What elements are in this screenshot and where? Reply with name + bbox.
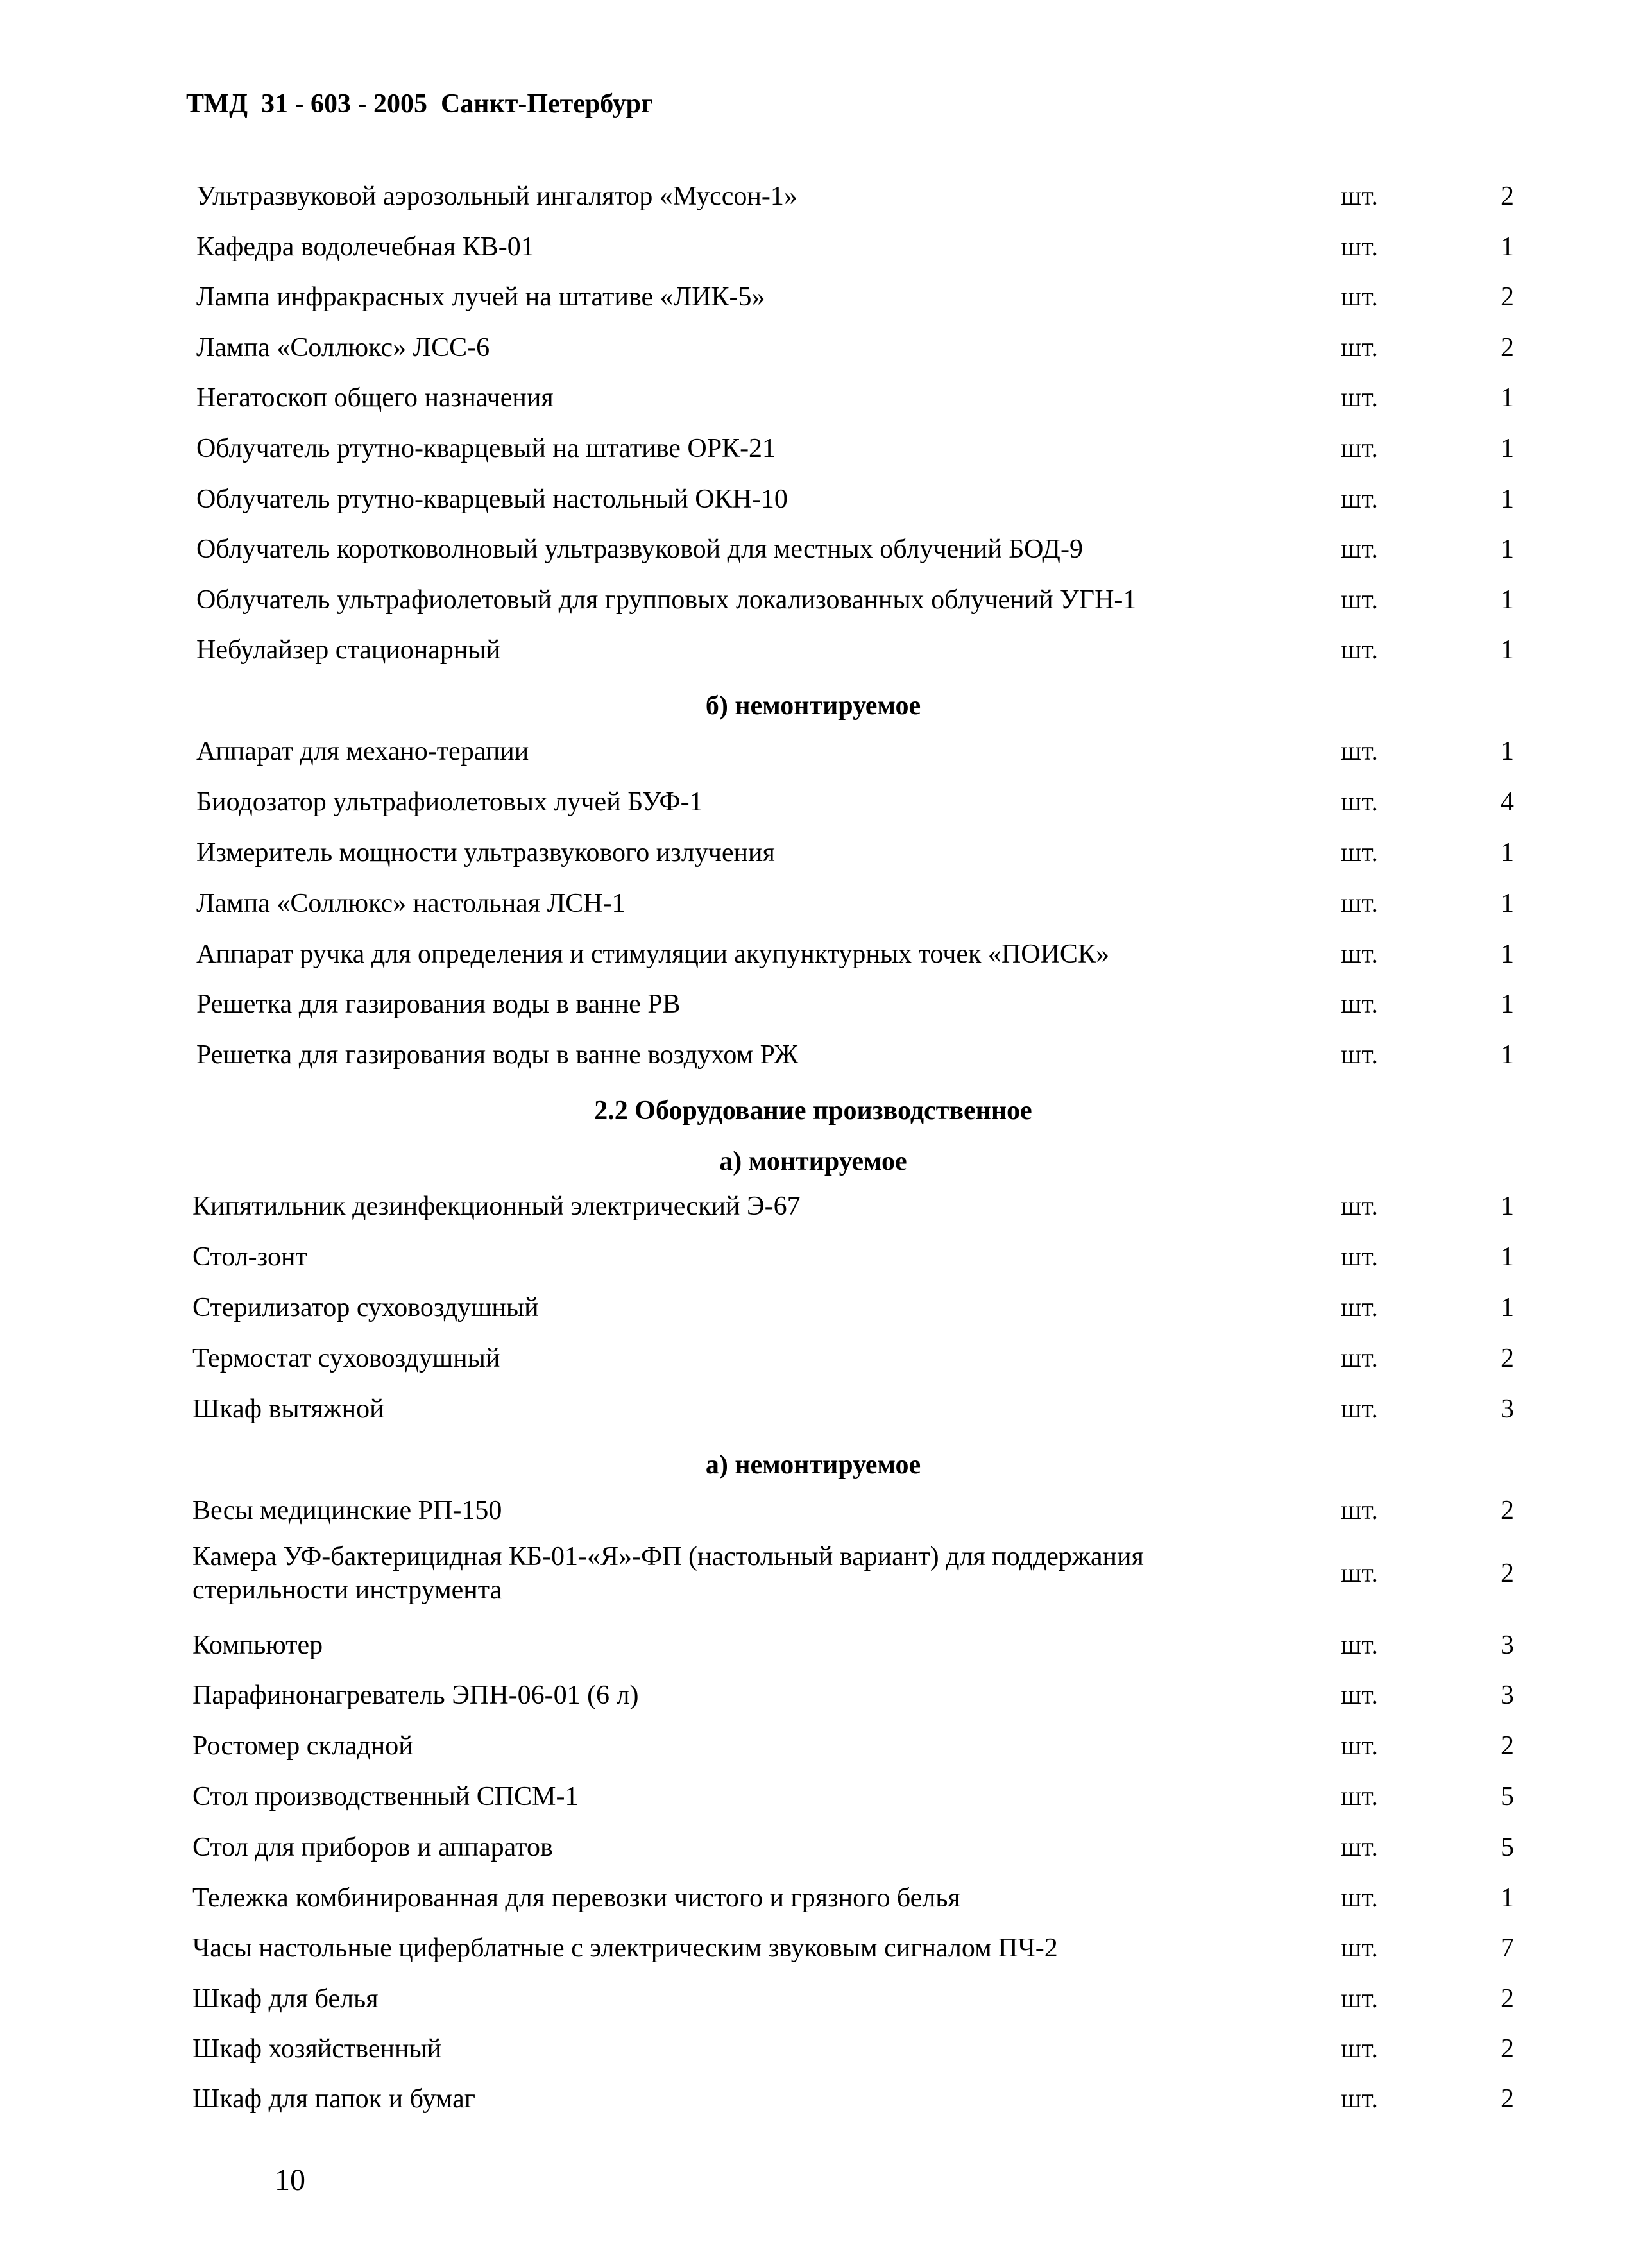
quantity-value: 2 (1501, 2034, 1514, 2064)
section-heading (0, 1448, 1652, 1482)
quantity-value: 2 (1501, 1731, 1514, 1761)
document-header: ТМД 31 - 603 - 2005 Санкт-Петербург (186, 89, 654, 119)
quantity-value: 1 (1501, 1883, 1514, 1913)
unit-label: шт. (1341, 787, 1379, 817)
equipment-name: Шкаф для белья (192, 1984, 379, 2014)
section-heading (0, 1094, 1652, 1127)
section-heading-text: а) монтируемое (719, 1147, 907, 1176)
section-heading (0, 1145, 1652, 1178)
quantity-value: 1 (1501, 939, 1514, 969)
section-heading-text: а) немонтируемое (705, 1450, 921, 1480)
quantity-value: 1 (1501, 989, 1514, 1019)
quantity-value: 1 (1501, 1040, 1514, 1070)
equipment-name: Аппарат ручка для определения и стимуляции акупунктурных точек «ПОИСК» (196, 939, 1109, 969)
equipment-name: Часы настольные циферблатные с электрическим звуковым сигналом ПЧ-2 (192, 1933, 1058, 1963)
unit-label: шт. (1341, 1782, 1379, 1811)
quantity-value: 2 (1501, 1984, 1514, 2014)
unit-label: шт. (1341, 2034, 1379, 2064)
quantity-value: 2 (1501, 1559, 1514, 1588)
quantity-value: 2 (1501, 182, 1514, 211)
quantity-value: 4 (1501, 787, 1514, 817)
equipment-name: Шкаф вытяжной (192, 1394, 384, 1424)
equipment-name: Стол производственный СПСМ-1 (192, 1782, 579, 1811)
unit-label: шт. (1341, 434, 1379, 463)
equipment-name: Биодозатор ультрафиолетовых лучей БУФ-1 (196, 787, 703, 817)
section-heading-text: 2.2 Оборудование производственное (594, 1096, 1032, 1126)
equipment-name: Облучатель ртутно-кварцевый настольный ОКН-10 (196, 484, 788, 514)
quantity-value: 1 (1501, 585, 1514, 615)
unit-label: шт. (1341, 1984, 1379, 2014)
quantity-value: 2 (1501, 1344, 1514, 1373)
equipment-name: Лампа инфракрасных лучей на штативе «ЛИК-5» (196, 282, 765, 312)
equipment-name: Аппарат для механо-терапии (196, 737, 529, 766)
unit-label: шт. (1341, 585, 1379, 615)
unit-label: шт. (1341, 1040, 1379, 1070)
quantity-value: 2 (1501, 333, 1514, 363)
quantity-value: 1 (1501, 535, 1514, 564)
unit-label: шт. (1341, 1242, 1379, 1272)
equipment-name: Облучатель ультрафиолетовый для групповых локализованных облучений УГН-1 (196, 585, 1137, 615)
equipment-name: Измеритель мощности ультразвукового излучения (196, 838, 775, 868)
unit-label: шт. (1341, 1496, 1379, 1525)
quantity-value: 5 (1501, 1833, 1514, 1862)
unit-label: шт. (1341, 838, 1379, 868)
quantity-value: 3 (1501, 1631, 1514, 1660)
unit-label: шт. (1341, 1883, 1379, 1913)
quantity-value: 1 (1501, 737, 1514, 766)
page-number: 10 (275, 2163, 305, 2197)
unit-label: шт. (1341, 1344, 1379, 1373)
equipment-name: Стерилизатор суховоздушный (192, 1293, 539, 1323)
quantity-value: 2 (1501, 2084, 1514, 2114)
equipment-name: Облучатель коротковолновый ультразвуковой для местных облучений БОД-9 (196, 535, 1083, 564)
unit-label: шт. (1341, 2084, 1379, 2114)
equipment-name: Облучатель ртутно-кварцевый на штативе ОРК-21 (196, 434, 776, 463)
equipment-name: Стол-зонт (192, 1242, 307, 1272)
equipment-name: Негатоскоп общего назначения (196, 383, 554, 413)
equipment-name: Весы медицинские РП-150 (192, 1496, 502, 1525)
unit-label: шт. (1341, 1559, 1379, 1588)
equipment-name: Лампа «Соллюкс» настольная ЛСН-1 (196, 889, 626, 918)
unit-label: шт. (1341, 889, 1379, 918)
equipment-name: Ультразвуковой аэрозольный ингалятор «Муссон-1» (196, 182, 797, 211)
unit-label: шт. (1341, 484, 1379, 514)
quantity-value: 3 (1501, 1394, 1514, 1424)
unit-label: шт. (1341, 635, 1379, 665)
unit-label: шт. (1341, 333, 1379, 363)
quantity-value: 1 (1501, 484, 1514, 514)
section-heading-text: б) немонтируемое (705, 691, 921, 721)
unit-label: шт. (1341, 989, 1379, 1019)
quantity-value: 1 (1501, 889, 1514, 918)
quantity-value: 1 (1501, 383, 1514, 413)
unit-label: шт. (1341, 1731, 1379, 1761)
equipment-name: Небулайзер стационарный (196, 635, 501, 665)
quantity-value: 1 (1501, 635, 1514, 665)
equipment-name: Камера УФ-бактерицидная КБ-01-«Я»-ФП (настольный вариант) для поддержания стерильности инструмента (192, 1542, 1144, 1605)
unit-label: шт. (1341, 1681, 1379, 1710)
equipment-name: Решетка для газирования воды в ванне РВ (196, 989, 681, 1019)
equipment-name: Решетка для газирования воды в ванне воздухом РЖ (196, 1040, 799, 1070)
section-heading (0, 689, 1652, 723)
quantity-value: 1 (1501, 838, 1514, 868)
quantity-value: 1 (1501, 1242, 1514, 1272)
unit-label: шт. (1341, 1394, 1379, 1424)
unit-label: шт. (1341, 535, 1379, 564)
equipment-name: Лампа «Соллюкс» ЛСС-6 (196, 333, 490, 363)
unit-label: шт. (1341, 383, 1379, 413)
unit-label: шт. (1341, 1833, 1379, 1862)
unit-label: шт. (1341, 1192, 1379, 1221)
quantity-value: 1 (1501, 232, 1514, 262)
equipment-name: Парафинонагреватель ЭПН-06-01 (6 л) (192, 1681, 639, 1710)
equipment-name: Стол для приборов и аппаратов (192, 1833, 553, 1862)
quantity-value: 7 (1501, 1933, 1514, 1963)
unit-label: шт. (1341, 1631, 1379, 1660)
quantity-value: 1 (1501, 1293, 1514, 1323)
quantity-value: 1 (1501, 1192, 1514, 1221)
unit-label: шт. (1341, 232, 1379, 262)
equipment-name: Термостат суховоздушный (192, 1344, 500, 1373)
unit-label: шт. (1341, 737, 1379, 766)
unit-label: шт. (1341, 1293, 1379, 1323)
quantity-value: 5 (1501, 1782, 1514, 1811)
equipment-name: Шкаф хозяйственный (192, 2034, 442, 2064)
equipment-name: Тележка комбинированная для перевозки чистого и грязного белья (192, 1883, 960, 1913)
equipment-name: Кипятильник дезинфекционный электрический Э-67 (192, 1192, 801, 1221)
quantity-value: 3 (1501, 1681, 1514, 1710)
equipment-name: Компьютер (192, 1631, 323, 1660)
unit-label: шт. (1341, 282, 1379, 312)
quantity-value: 2 (1501, 1496, 1514, 1525)
equipment-name: Шкаф для папок и бумаг (192, 2084, 475, 2114)
unit-label: шт. (1341, 182, 1379, 211)
unit-label: шт. (1341, 1933, 1379, 1963)
equipment-name: Ростомер складной (192, 1731, 413, 1761)
equipment-name: Кафедра водолечебная КВ-01 (196, 232, 534, 262)
unit-label: шт. (1341, 939, 1379, 969)
quantity-value: 1 (1501, 434, 1514, 463)
quantity-value: 2 (1501, 282, 1514, 312)
